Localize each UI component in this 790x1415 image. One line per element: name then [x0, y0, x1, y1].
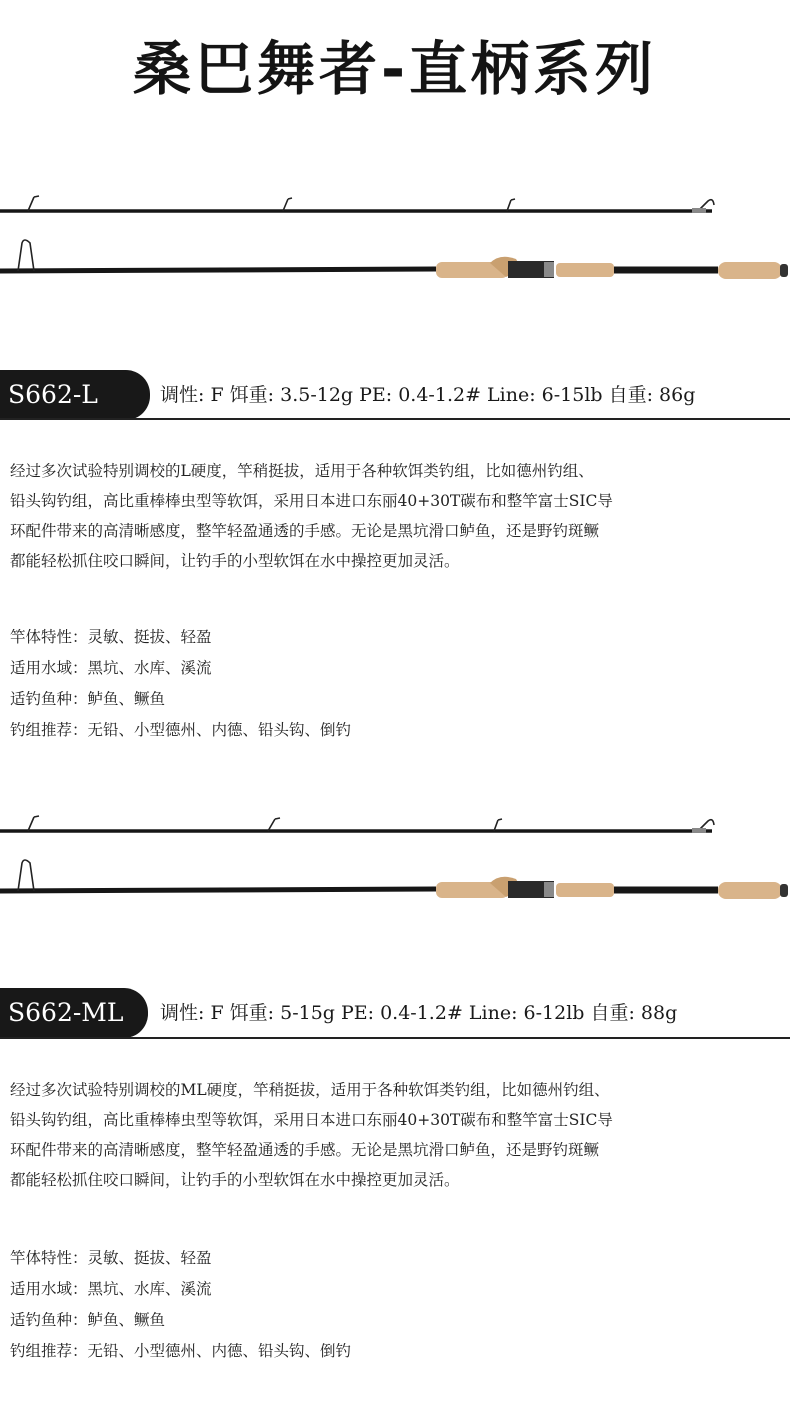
feature-item: 竿体特性：灵敏、挺拔、轻盈 [10, 1249, 212, 1267]
feature-item: 钓组推荐：无铅、小型德州、内德、铅头钩、倒钓 [10, 1342, 352, 1360]
feature-list [10, 622, 710, 746]
feature-item: 适钓鱼种：鲈鱼、鳜鱼 [10, 690, 166, 708]
feature-item: 适用水域：黑坑、水库、溪流 [10, 659, 212, 677]
feature-item: 钓组推荐：无铅、小型德州、内德、铅头钩、倒钓 [10, 721, 352, 739]
model-badge: S662-ML [0, 988, 148, 1038]
divider [0, 418, 790, 420]
feature-item: 竿体特性：灵敏、挺拔、轻盈 [10, 628, 212, 646]
spec-summary: 调性: F 饵重: 5-15g PE: 0.4-1.2# Line: 6-12lb 自重: 88g [160, 1002, 678, 1024]
spec-bar-s662-l [0, 370, 790, 420]
feature-item: 适用水域：黑坑、水库、溪流 [10, 1280, 212, 1298]
feature-list [10, 1243, 710, 1367]
model-badge: S662-L [0, 370, 150, 420]
feature-item: 适钓鱼种：鲈鱼、鳜鱼 [10, 1311, 166, 1329]
product-description: 经过多次试验特别调校的L硬度，竿稍挺拔，适用于各种软饵类钓组，比如德州钓组、 铅头钩钓组，高比重棒棒虫型等软饵，采用日本进口东丽40+30T碳布和整竿富士SIC导 环配件带来的高清晰感度，整竿轻盈通透的手感。无论是黑坑滑口鲈鱼，还是野钓斑鳜 都能轻松抓住咬口瞬间，让钓手的小型软饵在水中操控更加灵活。 [10, 462, 613, 570]
rod-image-s662-l [0, 185, 790, 295]
spec-summary: 调性: F 饵重: 3.5-12g PE: 0.4-1.2# Line: 6-15lb 自重: 86g [160, 384, 696, 406]
product-description: 经过多次试验特别调校的ML硬度，竿稍挺拔，适用于各种软饵类钓组，比如德州钓组、 铅头钩钓组，高比重棒棒虫型等软饵，采用日本进口东丽40+30T碳布和整竿富士SIC导 环配件带来的高清晰感度，整竿轻盈通透的手感。无论是黑坑滑口鲈鱼，还是野钓斑鳜 都能轻松抓住咬口瞬间，让钓手的小型软饵在水中操控更加灵活。 [10, 1081, 613, 1189]
spec-bar-s662-ml [0, 988, 790, 1038]
page-title: 桑巴舞者-直柄系列 [132, 35, 658, 103]
rod-image-s662-ml [0, 805, 790, 915]
divider [0, 1037, 790, 1039]
